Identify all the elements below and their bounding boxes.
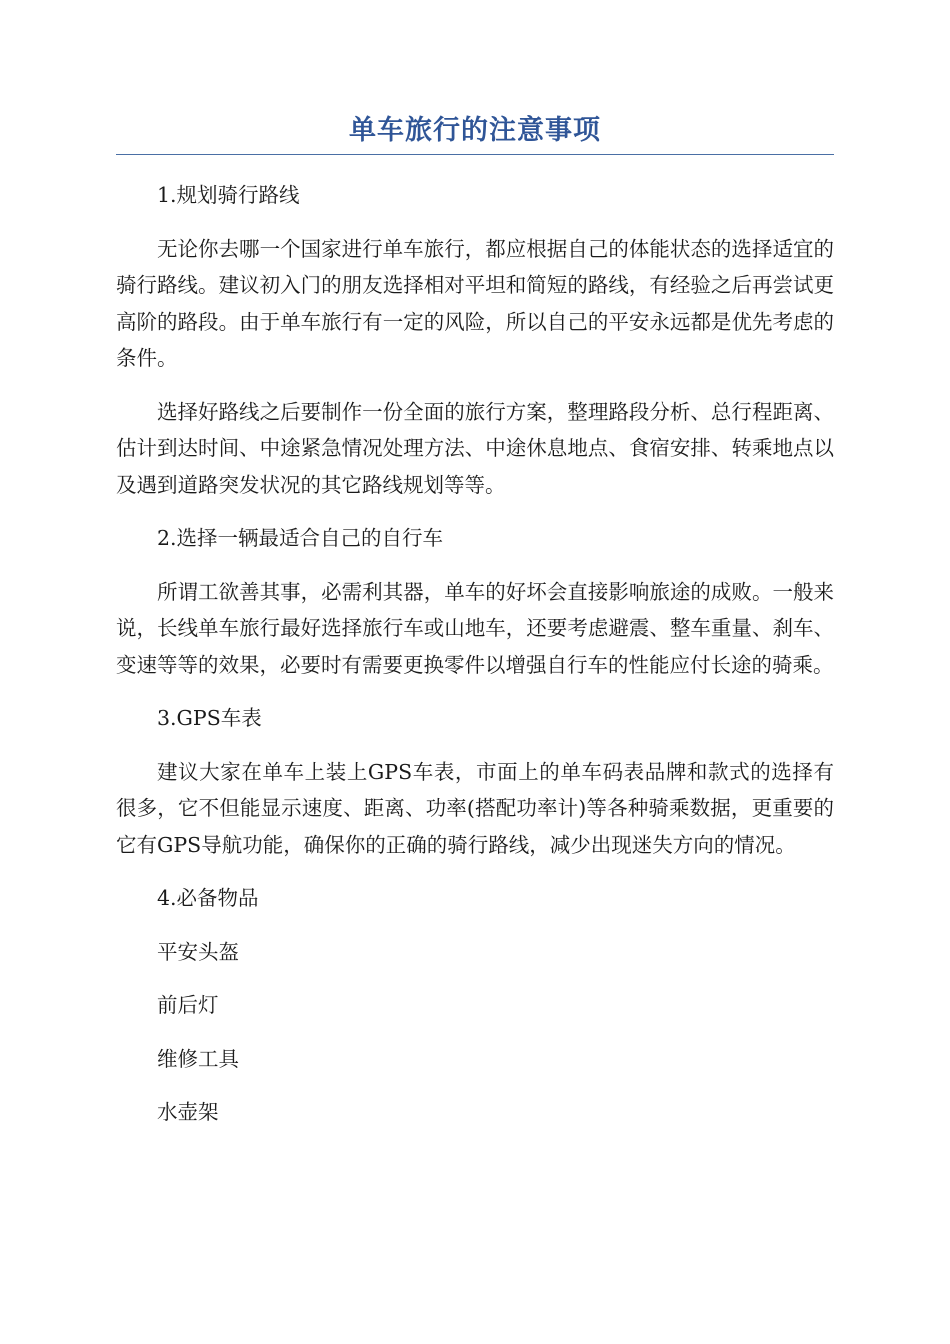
- section-heading: 4.必备物品: [157, 886, 259, 910]
- document-title: 单车旅行的注意事项: [349, 115, 601, 146]
- section-heading: 1.规划骑行路线: [157, 183, 300, 207]
- section-heading: 3.GPS车表: [157, 706, 262, 730]
- paragraph: 无论你去哪一个国家进行单车旅行，都应根据自己的体能状态的选择适宜的骑行路线。建议初入门的朋友选择相对平坦和简短的路线，有经验之后再尝试更高阶的路段。由于单车旅行有一定的风险，所以自己的平安永远都是优先考虑的条件。: [116, 236, 834, 370]
- section-2-paragraph-1: [116, 574, 834, 684]
- list-item: 维修工具: [157, 1046, 239, 1071]
- paragraph: 建议大家在单车上装上GPS车表，市面上的单车码表品牌和款式的选择有很多，它不但能显示速度、距离、功率(搭配功率计)等各种骑乘数据，更重要的它有GPS导航功能，确保你的正确的骑行路线，减少出现迷失方向的情况。: [116, 759, 834, 857]
- list-item: 平安头盔: [157, 939, 239, 964]
- section-3-heading-block: [116, 700, 834, 737]
- paragraph: 选择好路线之后要制作一份全面的旅行方案，整理路段分析、总行程距离、估计到达时间、中途紧急情况处理方法、中途休息地点、食宿安排、转乘地点以及遇到道路突发状况的其它路线规划等等。: [116, 399, 834, 497]
- section-4-heading-block: [116, 880, 834, 917]
- section-1-paragraph-2: [116, 394, 834, 504]
- list-item: 水壶架: [157, 1100, 219, 1124]
- list-item: 前后灯: [157, 993, 219, 1017]
- section-1-heading-block: [116, 177, 834, 214]
- section-3-paragraph-1: [116, 754, 834, 864]
- section-heading: 2.选择一辆最适合自己的自行车: [157, 526, 444, 550]
- section-1-paragraph-1: [116, 231, 834, 377]
- title-underline: [116, 154, 834, 155]
- paragraph: 所谓工欲善其事，必需利其器，单车的好坏会直接影响旅途的成败。一般来说，长线单车旅行最好选择旅行车或山地车，还要考虑避震、整车重量、刹车、变速等等的效果，必要时有需要更换零件以增强自行车的性能应付长途的骑乘。: [116, 579, 834, 677]
- section-2-heading-block: [116, 520, 834, 557]
- document-page: [116, 112, 834, 1148]
